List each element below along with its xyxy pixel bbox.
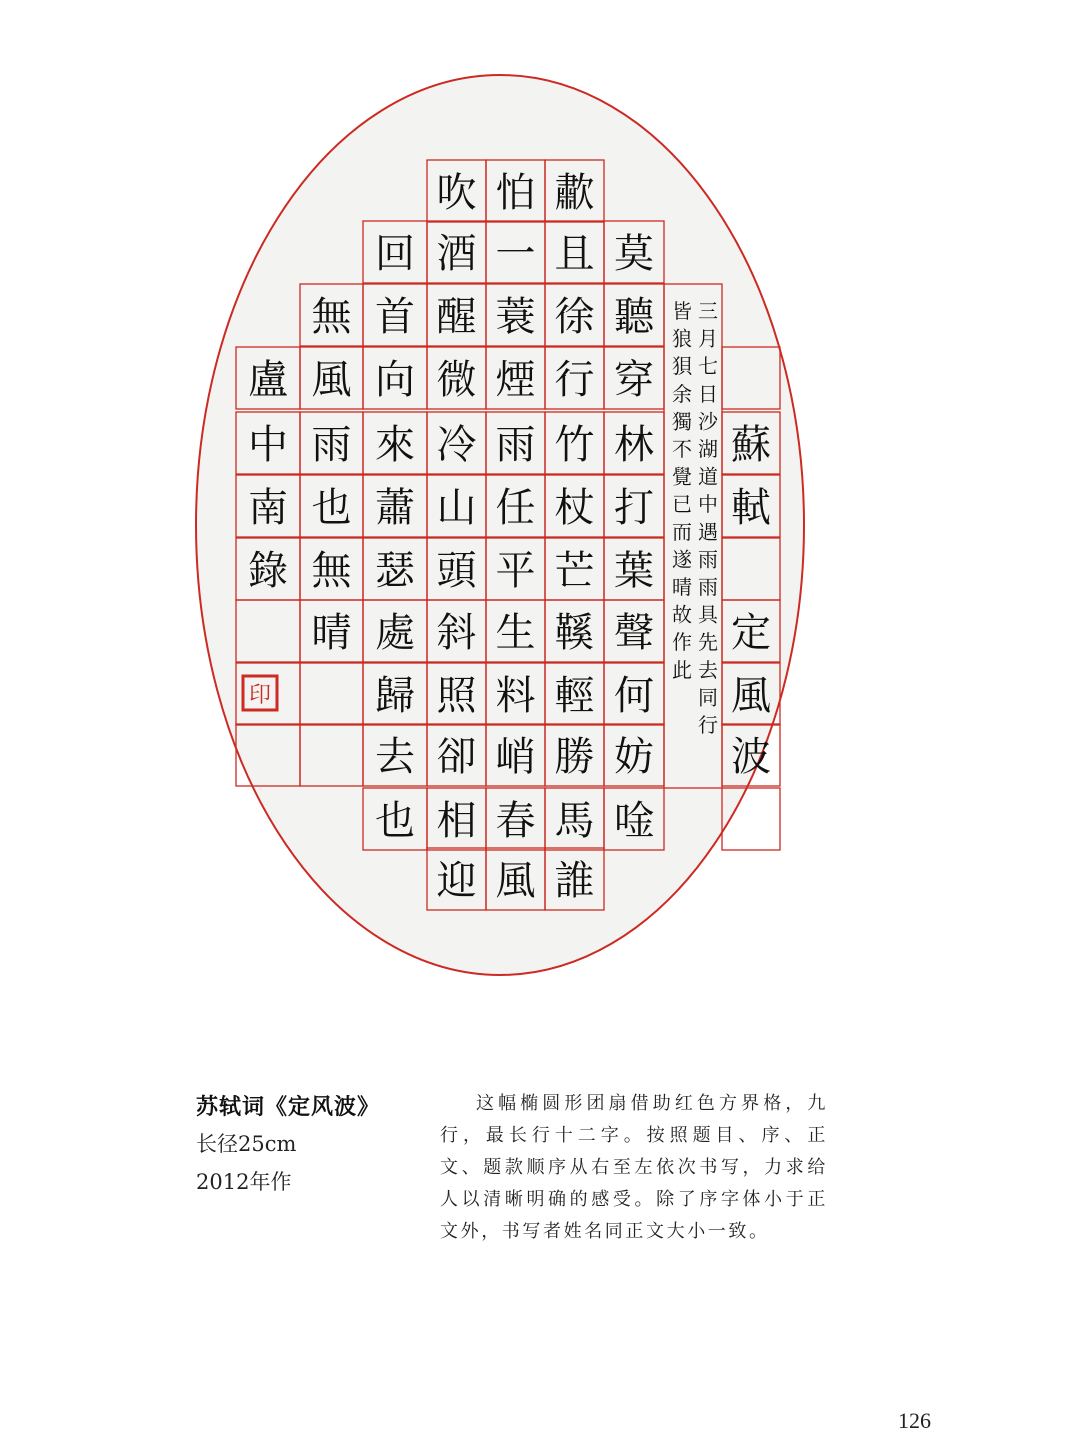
body-3-char: 料 — [495, 673, 536, 719]
body-3-char: 風 — [495, 858, 536, 904]
body-5-char: 去 — [375, 734, 415, 780]
preface-char: 皆 — [672, 299, 692, 323]
artwork-description: 这幅椭圆形团扇借助红色方界格，九行，最长行十二字。按照题目、序、正文、题款顺序从右至左依次书写，力求给人以清晰明确的感受。除了序字体小于正文外，书写者姓名同正文大小一致。 — [440, 1093, 828, 1242]
body-1-char: 聽 — [614, 294, 654, 340]
title-char: 波 — [731, 734, 771, 780]
preface-char: 具 — [698, 602, 718, 627]
preface-char: 中 — [698, 492, 718, 517]
body-1-char: 唫 — [614, 798, 654, 844]
body-2-char: 芒 — [554, 548, 595, 594]
preface-char: 遇 — [698, 519, 718, 544]
body-3-char: 任 — [495, 485, 536, 531]
body-4-char: 卻 — [436, 734, 477, 780]
preface-char: 不 — [672, 437, 692, 461]
body-1-char: 何 — [614, 673, 654, 719]
preface-char: 湖 — [698, 437, 718, 461]
preface-char: 月 — [698, 326, 718, 351]
body-4-char: 微 — [436, 357, 477, 403]
body-4-char: 吹 — [436, 170, 477, 216]
body-1-char: 莫 — [614, 231, 654, 277]
preface-char: 先 — [698, 630, 718, 655]
body-2-char: 竹 — [554, 422, 595, 468]
body-5-char: 首 — [375, 294, 415, 340]
artwork-size: 长径25cm — [196, 1132, 297, 1156]
body-4-char: 山 — [436, 485, 477, 531]
body-1-char: 穿 — [614, 357, 654, 403]
body-6-char: 風 — [311, 357, 352, 403]
preface-char: 去 — [698, 657, 718, 682]
body-2-char: 勝 — [554, 734, 595, 780]
body-5-char: 歸 — [375, 673, 415, 719]
body-6-char: 無 — [311, 548, 352, 594]
body-4-char: 迎 — [436, 858, 477, 904]
body-3-char: 雨 — [495, 422, 536, 468]
body-5-char: 瑟 — [375, 548, 415, 594]
signature-char: 盧 — [248, 357, 288, 403]
body-2-char: 行 — [554, 357, 595, 403]
preface-char: 作 — [672, 630, 692, 655]
body-3-char: 一 — [495, 231, 536, 277]
body-2-char: 誰 — [554, 858, 595, 904]
artwork-year: 2012年作 — [196, 1170, 292, 1194]
body-2-char: 鞵 — [554, 610, 595, 656]
body-3-char: 春 — [495, 798, 536, 844]
body-3-char: 平 — [495, 548, 536, 594]
preface-char: 行 — [698, 713, 718, 737]
preface-char: 此 — [672, 657, 692, 682]
seal-glyph: 印 — [248, 683, 272, 708]
body-1-char: 打 — [614, 485, 654, 531]
title-char: 風 — [731, 673, 771, 719]
body-2-char: 且 — [554, 231, 595, 277]
preface-char: 狼 — [672, 326, 692, 351]
artwork-title: 苏轼词《定风波》 — [196, 1095, 381, 1120]
body-5-char: 回 — [375, 231, 415, 277]
body-2-char: 徐 — [554, 294, 595, 340]
body-1-char: 聲 — [614, 610, 654, 656]
body-2-char: 輕 — [554, 673, 595, 719]
preface-char: 而 — [672, 519, 692, 544]
body-4-char: 斜 — [436, 610, 477, 656]
body-5-char: 蕭 — [375, 485, 415, 531]
body-2-char: 馬 — [554, 798, 595, 844]
signature-char: 南 — [248, 485, 288, 531]
title-char: 定 — [731, 610, 771, 656]
body-3-char: 生 — [495, 610, 536, 656]
body-6-char: 雨 — [311, 422, 352, 468]
body-6-char: 也 — [311, 485, 352, 531]
body-3-char: 怕 — [495, 170, 536, 216]
preface-char: 七 — [698, 354, 718, 379]
body-4-char: 頭 — [436, 548, 477, 594]
preface-char: 三 — [698, 299, 718, 323]
preface-char: 晴 — [672, 575, 692, 599]
body-1-char: 妨 — [614, 734, 654, 780]
body-5-char: 也 — [375, 798, 415, 844]
preface-char: 遂 — [672, 547, 692, 572]
body-6-char: 晴 — [311, 610, 352, 656]
preface-char: 沙 — [698, 409, 718, 434]
body-5-char: 向 — [375, 357, 415, 403]
preface-char: 已 — [672, 492, 692, 517]
signature-char: 中 — [248, 422, 288, 468]
body-1-char: 林 — [614, 422, 654, 468]
preface-char: 雨 — [698, 575, 718, 599]
title-char: 蘇 — [731, 422, 771, 468]
preface-char: 道 — [698, 464, 718, 489]
preface-char: 狽 — [672, 354, 692, 379]
body-4-char: 酒 — [436, 231, 477, 277]
title-char: 軾 — [731, 485, 771, 531]
page-number: 126 — [898, 1408, 931, 1433]
preface-char: 日 — [698, 381, 718, 406]
preface-char: 故 — [672, 602, 692, 627]
body-1-char: 葉 — [614, 548, 654, 594]
body-3-char: 峭 — [495, 734, 536, 780]
body-4-char: 相 — [436, 798, 477, 844]
body-2-char: 杖 — [554, 485, 595, 531]
preface-char: 獨 — [672, 409, 692, 434]
body-5-char: 處 — [375, 610, 415, 656]
body-2-char: 歗 — [554, 170, 595, 216]
preface-char: 覺 — [672, 464, 692, 489]
body-4-char: 醒 — [436, 294, 477, 340]
body-4-char: 照 — [436, 673, 477, 719]
body-3-char: 蓑 — [495, 294, 536, 340]
body-3-char: 煙 — [495, 357, 536, 403]
signature-char: 錄 — [248, 548, 288, 594]
preface-char: 雨 — [698, 547, 718, 572]
preface-char: 同 — [698, 685, 718, 710]
body-6-char: 無 — [311, 294, 352, 340]
preface-char: 余 — [672, 381, 692, 406]
body-5-char: 來 — [375, 422, 415, 468]
body-4-char: 冷 — [436, 422, 477, 468]
